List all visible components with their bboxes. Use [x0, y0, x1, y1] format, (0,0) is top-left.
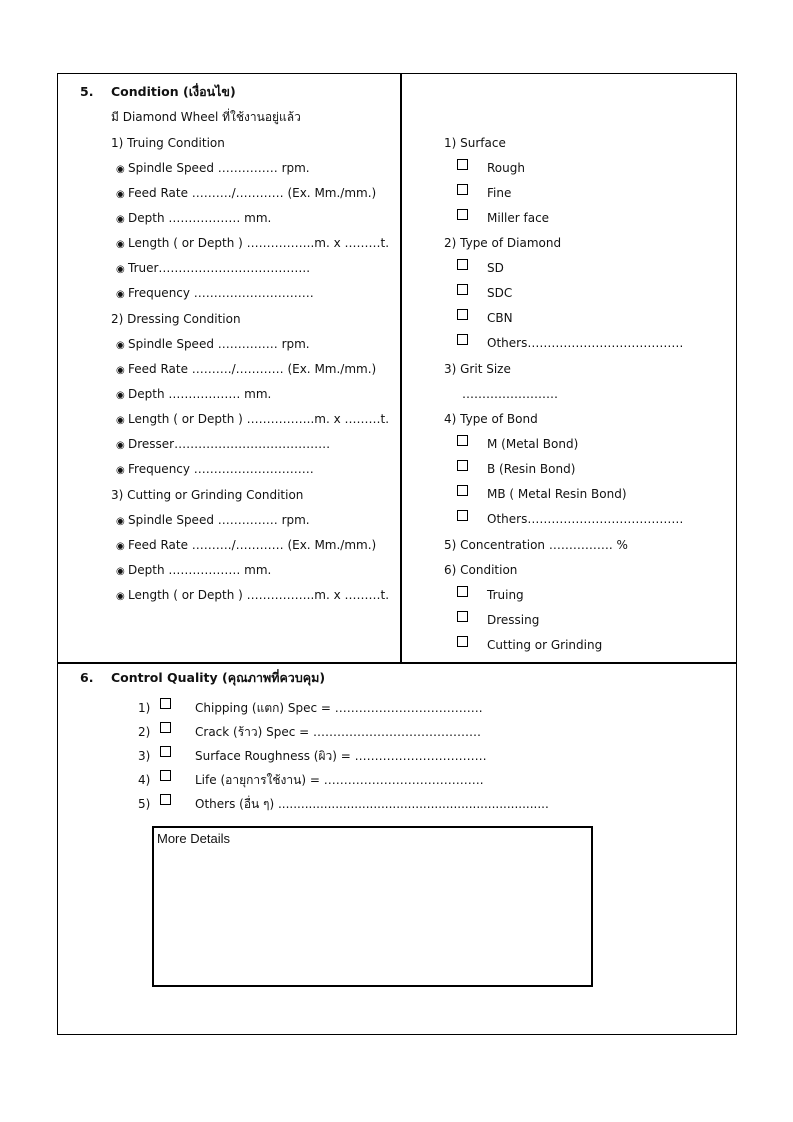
- diamond-sd-checkbox[interactable]: [457, 259, 468, 270]
- diamond-option-label: CBN: [487, 311, 513, 325]
- truing-item: ◉ Depth ……………… mm.: [116, 211, 272, 225]
- dressing-item: ◉ Spindle Speed …………… rpm.: [116, 337, 310, 351]
- surface-option-label: Miller face: [487, 211, 550, 225]
- dressing-item: ◉ Dresser…………………………………: [116, 437, 331, 451]
- bond-others-checkbox[interactable]: [457, 510, 468, 521]
- condition-cutting-checkbox[interactable]: [457, 636, 468, 647]
- cutting-item: ◉ Feed Rate ………./………… (Ex. Mm./mm.): [116, 538, 377, 552]
- section6-title: Control Quality (คุณภาพที่ควบคุม): [111, 670, 326, 685]
- cutting-item: ◉ Length ( or Depth ) ……………..m. x ………t.: [116, 588, 390, 602]
- diamond-option-label: SDC: [487, 286, 513, 300]
- quality-item-label: Chipping (แตก) Spec = ……………………………….: [195, 701, 483, 715]
- bond-metal-resin-checkbox[interactable]: [457, 485, 468, 496]
- radio-bullet-icon: ◉: [116, 440, 125, 451]
- truing-item: ◉ Truer………………………………..: [116, 261, 311, 275]
- radio-bullet-icon: ◉: [116, 164, 125, 175]
- quality-item-number: 1): [138, 701, 151, 715]
- surface-roughness-checkbox[interactable]: [160, 746, 171, 757]
- radio-bullet-icon: ◉: [116, 566, 125, 577]
- quality-item-number: 5): [138, 797, 151, 811]
- quality-item-number: 2): [138, 725, 151, 739]
- radio-bullet-icon: ◉: [116, 189, 125, 200]
- radio-bullet-icon: ◉: [116, 365, 125, 376]
- bond-option-label: Others…………………………………: [487, 512, 684, 526]
- radio-bullet-icon: ◉: [116, 340, 125, 351]
- section5-subtitle: มี Diamond Wheel ที่ใช้งานอยู่แล้ว: [111, 110, 301, 124]
- radio-bullet-icon: ◉: [116, 415, 125, 426]
- grit-heading: 3) Grit Size: [444, 362, 511, 376]
- dressing-heading: 2) Dressing Condition: [111, 312, 241, 326]
- quality-item-label: Crack (ร้าว) Spec = ……………………………………: [195, 725, 482, 739]
- condition-dressing-checkbox[interactable]: [457, 611, 468, 622]
- quality-item-number: 3): [138, 749, 151, 763]
- surface-rough-checkbox[interactable]: [457, 159, 468, 170]
- condition-truing-checkbox[interactable]: [457, 586, 468, 597]
- bond-option-label: MB ( Metal Resin Bond): [487, 487, 627, 501]
- condition-option-label: Truing: [487, 588, 524, 602]
- section5-number: 5.: [80, 84, 94, 99]
- quality-item-number: 4): [138, 773, 151, 787]
- bond-resin-checkbox[interactable]: [457, 460, 468, 471]
- radio-bullet-icon: ◉: [116, 239, 125, 250]
- section5-title: Condition (เงื่อนไข): [111, 84, 236, 99]
- concentration-label: 5) Concentration ……………. %: [444, 538, 628, 552]
- radio-bullet-icon: ◉: [116, 465, 125, 476]
- surface-option-label: Rough: [487, 161, 525, 175]
- radio-bullet-icon: ◉: [116, 214, 125, 225]
- diamond-option-label: Others…………………………………: [487, 336, 684, 350]
- others-checkbox[interactable]: [160, 794, 171, 805]
- surface-fine-checkbox[interactable]: [457, 184, 468, 195]
- diamond-others-checkbox[interactable]: [457, 334, 468, 345]
- dressing-item: ◉ Length ( or Depth ) ……………..m. x ………t.: [116, 412, 390, 426]
- quality-item-label: Surface Roughness (ผิว) = ……………………………: [195, 749, 487, 763]
- radio-bullet-icon: ◉: [116, 591, 125, 602]
- bond-option-label: M (Metal Bond): [487, 437, 579, 451]
- life-checkbox[interactable]: [160, 770, 171, 781]
- diamond-sdc-checkbox[interactable]: [457, 284, 468, 295]
- truing-item: ◉ Length ( or Depth ) ……………..m. x ………t.: [116, 236, 390, 250]
- dressing-item: ◉ Frequency …………………………: [116, 462, 314, 476]
- grit-value: ……………………: [462, 387, 558, 401]
- radio-bullet-icon: ◉: [116, 289, 125, 300]
- quality-item-label: Others (อื่น ๆ) .......................................................................: [195, 797, 549, 811]
- radio-bullet-icon: ◉: [116, 541, 125, 552]
- dressing-item: ◉ Depth ……………… mm.: [116, 387, 272, 401]
- condition-option-label: Dressing: [487, 613, 540, 627]
- truing-item: ◉ Feed Rate ………./………… (Ex. Mm./mm.): [116, 186, 377, 200]
- condition-heading: 6) Condition: [444, 563, 518, 577]
- radio-bullet-icon: ◉: [116, 264, 125, 275]
- more-details-label: More Details: [157, 831, 230, 846]
- bond-heading: 4) Type of Bond: [444, 412, 538, 426]
- section5-column-divider: [400, 73, 402, 663]
- bond-option-label: B (Resin Bond): [487, 462, 576, 476]
- surface-option-label: Fine: [487, 186, 512, 200]
- bond-metal-checkbox[interactable]: [457, 435, 468, 446]
- section6-number: 6.: [80, 670, 94, 685]
- cutting-item: ◉ Spindle Speed …………… rpm.: [116, 513, 310, 527]
- dressing-item: ◉ Feed Rate ………./………… (Ex. Mm./mm.): [116, 362, 377, 376]
- cutting-item: ◉ Depth ……………… mm.: [116, 563, 272, 577]
- cutting-heading: 3) Cutting or Grinding Condition: [111, 488, 304, 502]
- diamond-heading: 2) Type of Diamond: [444, 236, 562, 250]
- surface-miller-face-checkbox[interactable]: [457, 209, 468, 220]
- truing-item: ◉ Spindle Speed …………… rpm.: [116, 161, 310, 175]
- radio-bullet-icon: ◉: [116, 516, 125, 527]
- more-details-textarea[interactable]: [152, 826, 593, 987]
- crack-checkbox[interactable]: [160, 722, 171, 733]
- section-divider: [57, 662, 737, 664]
- diamond-cbn-checkbox[interactable]: [457, 309, 468, 320]
- radio-bullet-icon: ◉: [116, 390, 125, 401]
- truing-item: ◉ Frequency …………………………: [116, 286, 314, 300]
- surface-heading: 1) Surface: [444, 136, 506, 150]
- condition-option-label: Cutting or Grinding: [487, 638, 603, 652]
- truing-heading: 1) Truing Condition: [111, 136, 225, 150]
- diamond-option-label: SD: [487, 261, 504, 275]
- chipping-checkbox[interactable]: [160, 698, 171, 709]
- quality-item-label: Life (อายุการใช้งาน) = ………………………………….: [195, 773, 484, 787]
